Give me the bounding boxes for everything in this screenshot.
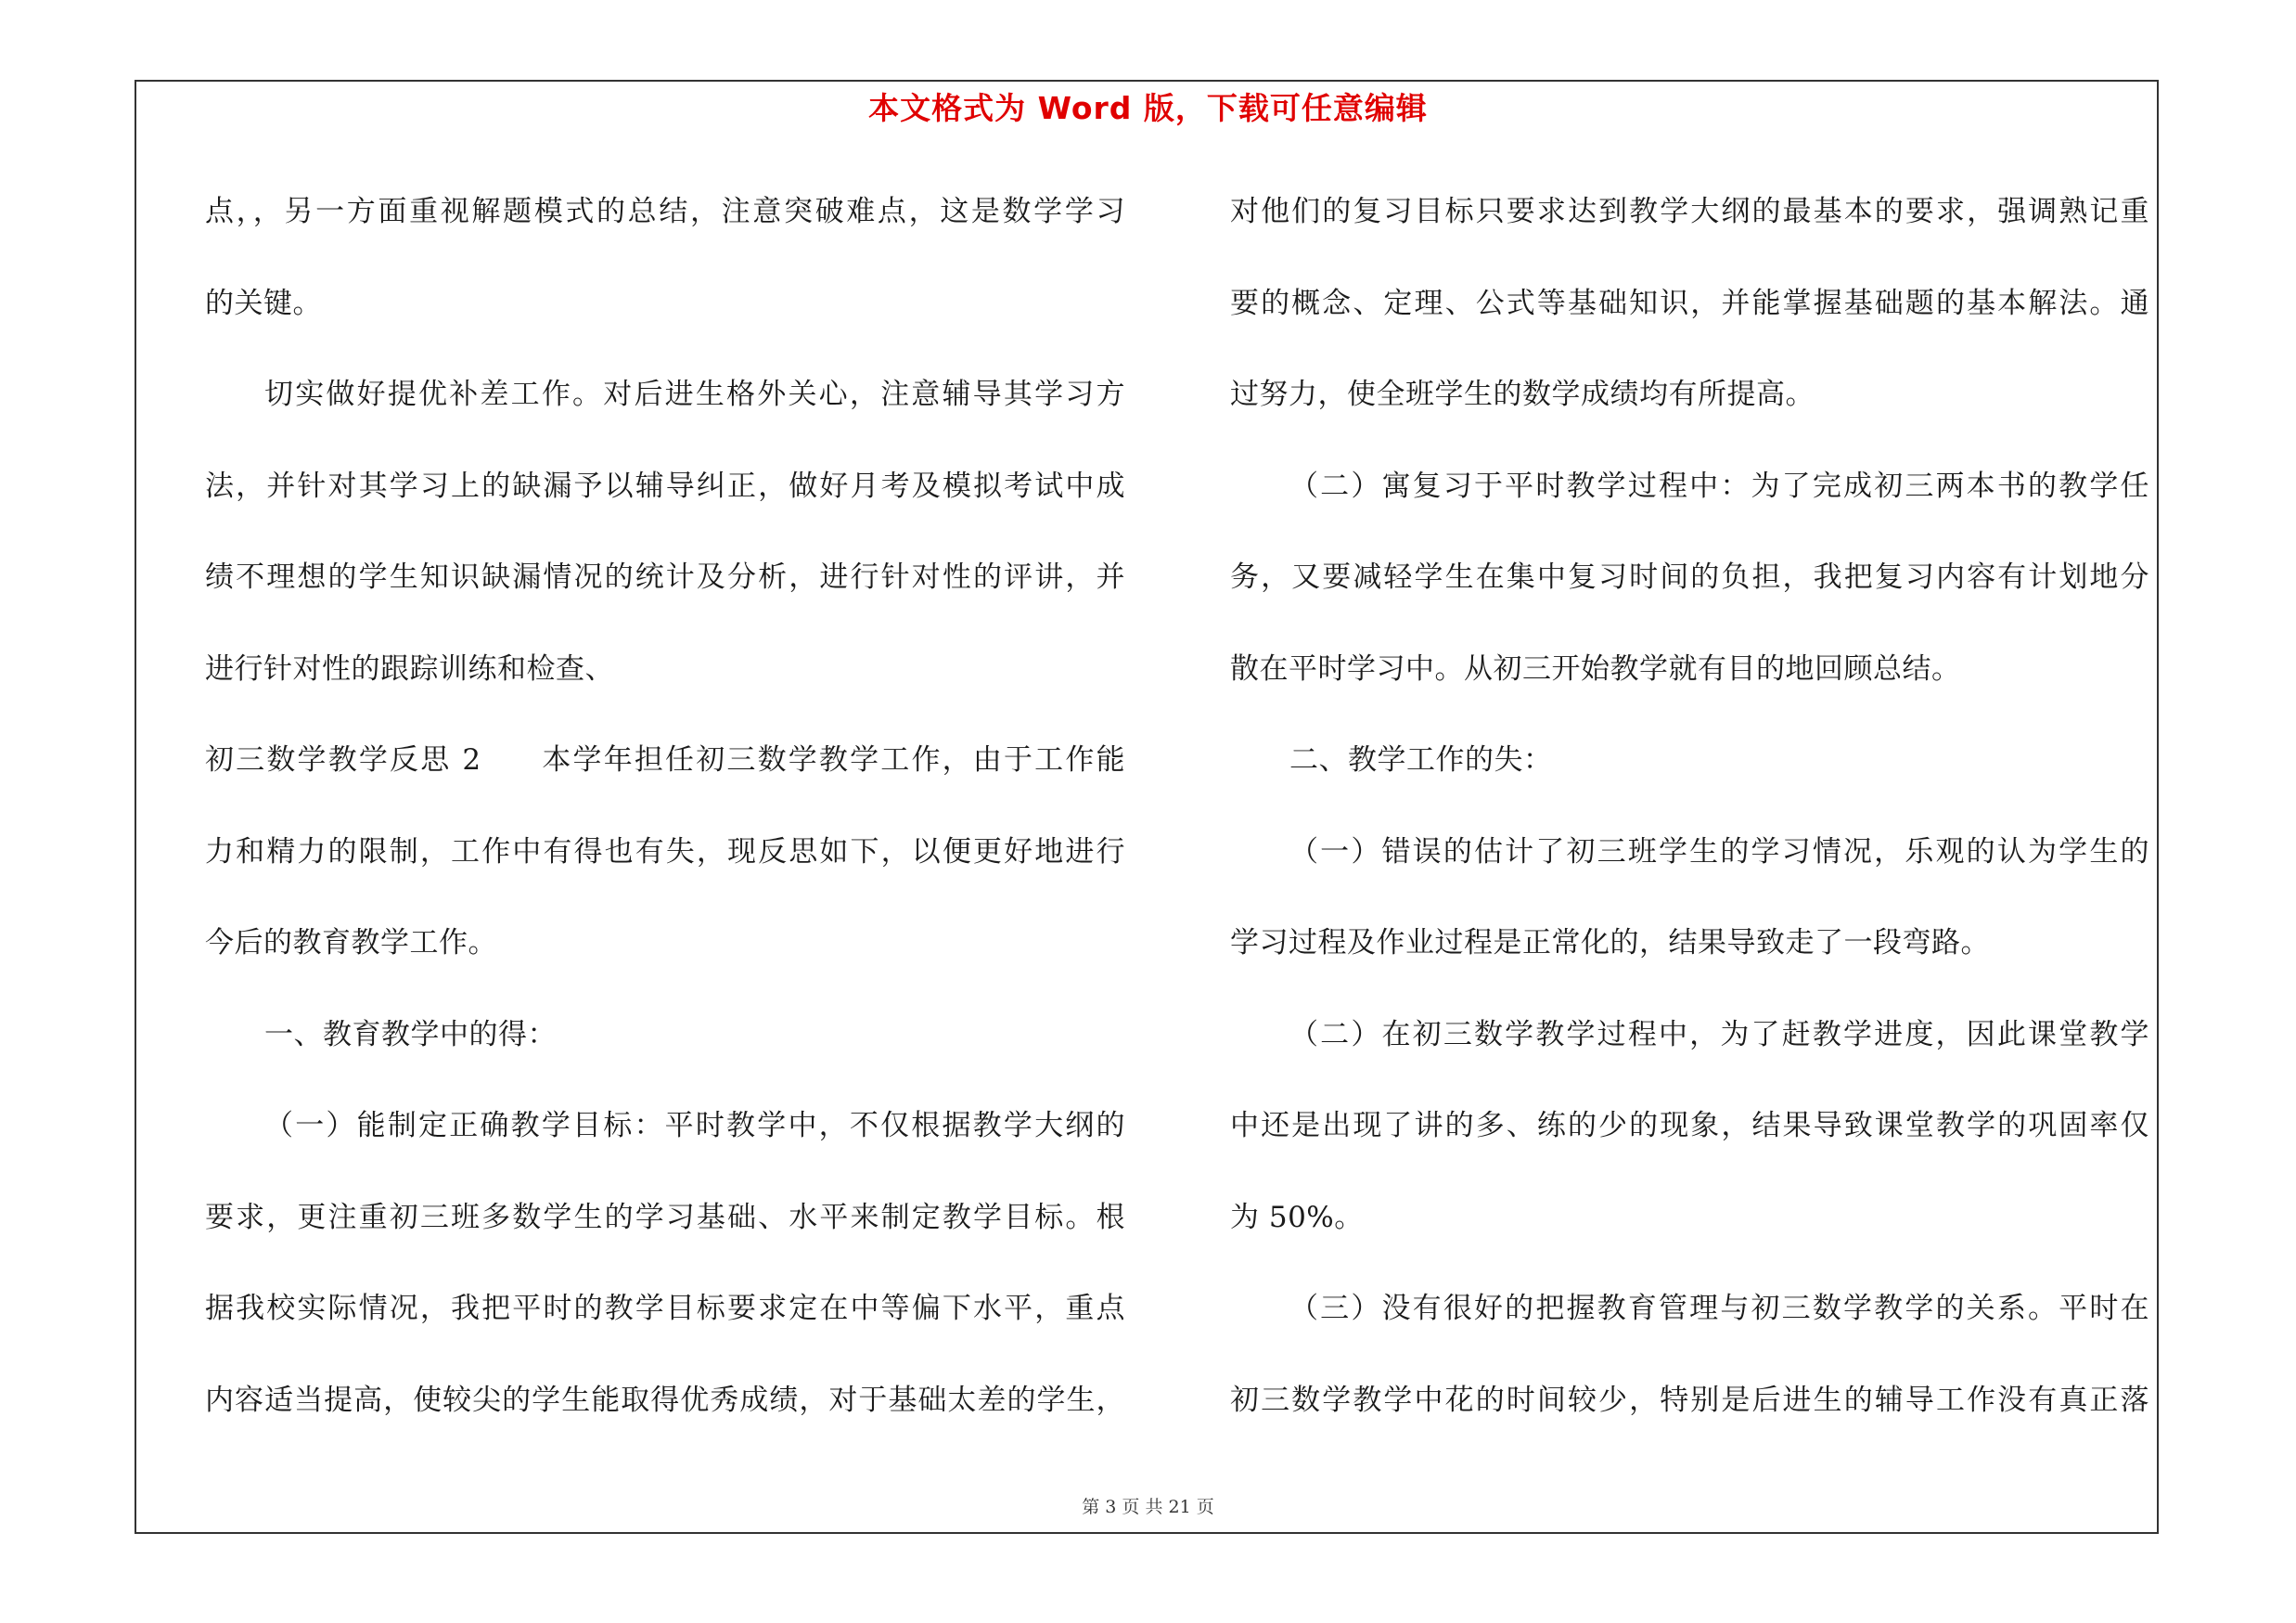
right-text-line: （二）寓复习于平时教学过程中：为了完成初三两本书的教学任: [1289, 469, 2149, 503]
right-text-line: （三）没有很好的把握教育管理与初三数学教学的关系。平时在: [1289, 1292, 2149, 1325]
right-text-line: （二）在初三数学教学过程中，为了赶教学进度，因此课堂教学: [1289, 1017, 2149, 1051]
right-text-line: 要的概念、定理、公式等基础知识，并能掌握基础题的基本解法。通: [1230, 286, 2149, 320]
left-text-line: 绩不理想的学生知识缺漏情况的统计及分析，进行针对性的评讲，并: [205, 560, 1125, 594]
left-text-line: 要求，更注重初三班多数学生的学习基础、水平来制定教学目标。根: [205, 1200, 1125, 1234]
right-text-line: 二、教学工作的失：: [1289, 743, 1553, 777]
left-text-line: 今后的教育教学工作。: [205, 926, 497, 960]
right-text-line: 务，又要减轻学生在集中复习时间的负担，我把复习内容有计划地分: [1230, 560, 2149, 594]
section-body-text: 本学年担任初三数学教学工作，由于工作能: [540, 743, 1126, 777]
right-text-line: 为 50%。: [1230, 1200, 1364, 1234]
left-text-line: 进行针对性的跟踪训练和检查、: [205, 651, 614, 686]
right-text-line: 学习过程及作业过程是正常化的，结果导致走了一段弯路。: [1230, 926, 1990, 960]
page-footer: [0, 1493, 2296, 1518]
right-text-line: 中还是出现了讲的多、练的少的现象，结果导致课堂教学的巩固率仅: [1230, 1109, 2149, 1142]
section-heading: 初三数学教学反思 2: [205, 743, 481, 777]
left-text-line: 据我校实际情况，我把平时的教学目标要求定在中等偏下水平，重点: [205, 1292, 1125, 1325]
total-page-count: 21: [1168, 1497, 1191, 1517]
left-text-line: 点，，另一方面重视解题模式的总结，注意突破难点，这是数学学习: [205, 195, 1125, 228]
left-text-line: 力和精力的限制，工作中有得也有失，现反思如下，以便更好地进行: [205, 834, 1125, 869]
left-text-line: 一、教育教学中的得：: [264, 1017, 557, 1051]
right-text-line: 散在平时学习中。从初三开始教学就有目的地回顾总结。: [1230, 651, 1961, 686]
right-text-line: 初三数学教学中花的时间较少，特别是后进生的辅导工作没有真正落: [1230, 1383, 2149, 1417]
current-page-number: 3: [1105, 1497, 1117, 1517]
right-text-column: [1230, 182, 2149, 1462]
footer-suffix: 页: [1196, 1497, 1214, 1517]
left-text-line: （一）能制定正确教学目标：平时教学中，不仅根据教学大纲的: [264, 1109, 1125, 1142]
left-text-line: 的关键。: [205, 286, 322, 320]
footer-middle: 页 共: [1122, 1497, 1163, 1517]
left-text-column: [205, 182, 1125, 1462]
footer-prefix: 第: [1082, 1497, 1100, 1517]
right-text-line: 对他们的复习目标只要求达到教学大纲的最基本的要求，强调熟记重: [1230, 195, 2149, 228]
left-text-line: 内容适当提高，使较尖的学生能取得优秀成绩，对于基础太差的学生，: [205, 1383, 1125, 1417]
right-text-line: （一）错误的估计了初三班学生的学习情况，乐观的认为学生的: [1289, 834, 2149, 869]
left-text-line: 切实做好提优补差工作。对后进生格外关心，注意辅导其学习方: [264, 378, 1125, 411]
left-text-line: [205, 730, 1125, 822]
right-text-line: 过努力，使全班学生的数学成绩均有所提高。: [1230, 378, 1815, 411]
left-text-line: 法，并针对其学习上的缺漏予以辅导纠正，做好月考及模拟考试中成: [205, 469, 1125, 503]
format-banner: 本文格式为 Word 版，下载可任意编辑: [868, 90, 1428, 126]
